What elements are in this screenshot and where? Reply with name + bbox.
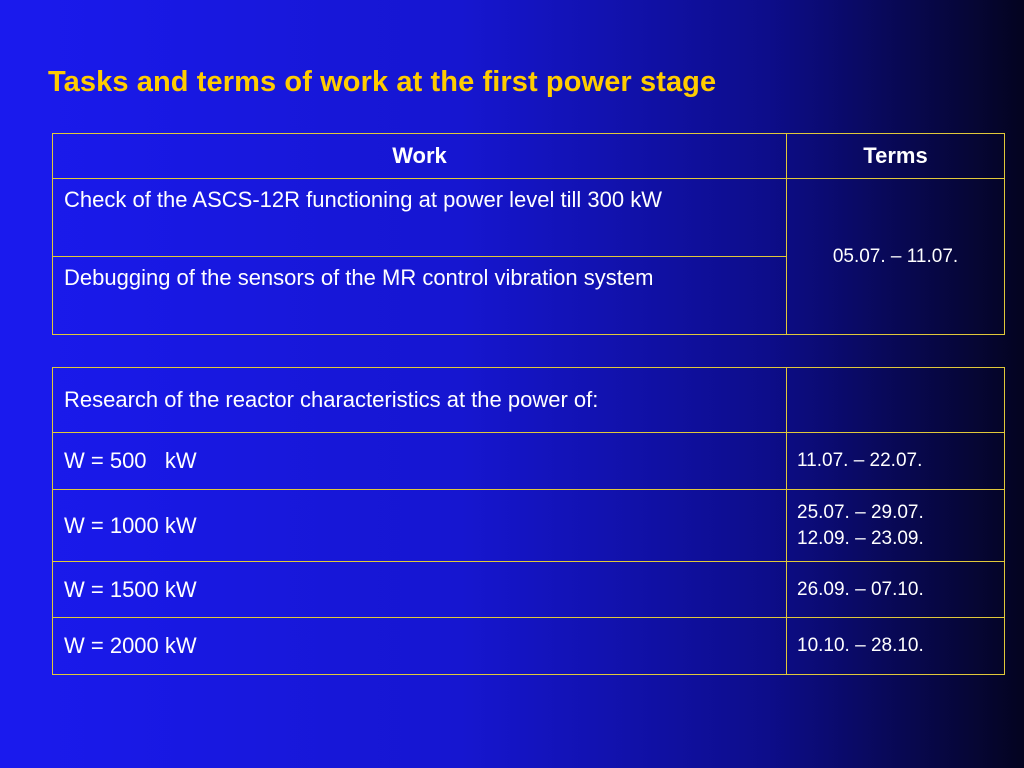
- terms-cell: [787, 490, 1005, 562]
- table-row: [53, 490, 1005, 562]
- table-row: [53, 433, 1005, 490]
- work-cell: W = 2000 kW: [53, 618, 787, 675]
- work-terms-table: [52, 133, 1005, 335]
- table-row: [53, 562, 1005, 618]
- term-line: 12.09. – 23.09.: [797, 527, 924, 549]
- page-title: Tasks and terms of work at the first power stage: [48, 66, 717, 98]
- term-line: 10.10. – 28.10.: [797, 635, 924, 656]
- terms-cell: 05.07. – 11.07.: [787, 179, 1005, 335]
- terms-cell: [787, 562, 1005, 618]
- term-line: 26.09. – 07.10.: [797, 578, 924, 600]
- table-row: [53, 368, 1005, 433]
- table-row: [53, 179, 1005, 257]
- term-line: 11.07. – 22.07.: [797, 450, 923, 471]
- column-header-terms: Terms: [787, 134, 1005, 179]
- term-line: 25.07. – 29.07.: [797, 501, 924, 523]
- column-header-work: Work: [53, 134, 787, 179]
- terms-cell: [787, 433, 1005, 490]
- research-terms-table: [52, 367, 1005, 675]
- table-header-row: [53, 134, 1005, 179]
- work-cell: W = 1000 kW: [53, 490, 787, 562]
- work-cell: Debugging of the sensors of the MR control vibration system: [53, 257, 787, 335]
- terms-cell: [787, 368, 1005, 433]
- work-cell: Research of the reactor characteristics at the power of:: [53, 368, 787, 433]
- table-row: [53, 618, 1005, 675]
- terms-cell: [787, 618, 1005, 675]
- work-cell: W = 500 kW: [53, 433, 787, 490]
- work-cell: Check of the ASCS-12R functioning at power level till 300 kW: [53, 179, 787, 257]
- work-cell: W = 1500 kW: [53, 562, 787, 618]
